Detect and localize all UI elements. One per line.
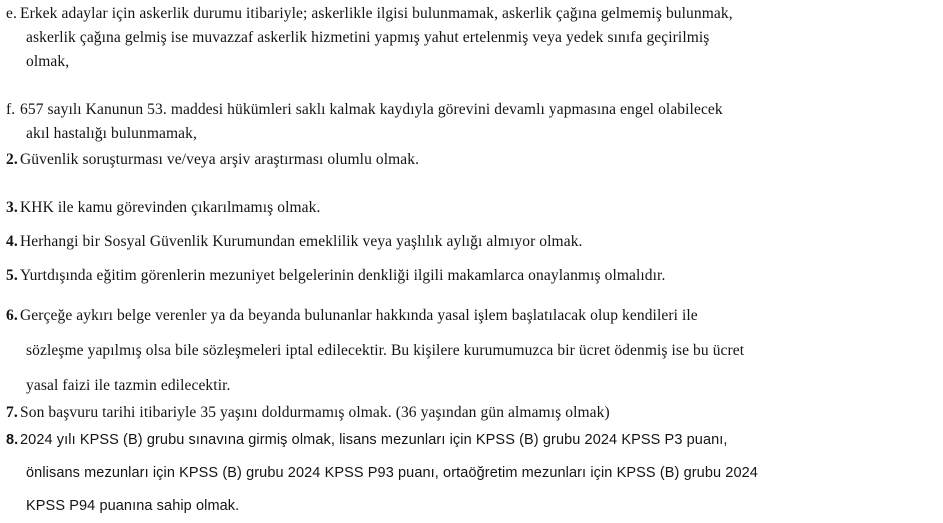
item-marker: 7. — [6, 404, 18, 421]
list-item-2 — [6, 148, 939, 172]
item-line — [6, 2, 939, 26]
item-line: olmak, — [26, 53, 70, 70]
item-line — [6, 424, 939, 457]
item-text: Herhangi bir Sosyal Güvenlik Kurumundan emeklilik veya yaşlılık aylığı almıyor olmak. — [20, 233, 583, 250]
list-item-4 — [6, 230, 939, 254]
item-text: 2024 yılı KPSS (B) grubu sınavına girmiş olmak, lisans mezunları için KPSS (B) grubu 2024 KPSS P3 puanı, — [20, 432, 728, 448]
list-item-6 — [6, 298, 939, 403]
item-marker: 4. — [6, 233, 18, 250]
item-line: önlisans mezunları için KPSS (B) grubu 2024 KPSS P93 puanı, ortaöğretim mezunları için KPSS (B) grubu 2024 — [26, 465, 758, 481]
item-text: Yurtdışında eğitim görenlerin mezuniyet belgelerinin denkliği ilgili makamlarca onaylanmış olmalıdır. — [20, 267, 666, 284]
list-item-5 — [6, 264, 939, 288]
item-line — [6, 98, 939, 122]
item-line — [6, 230, 939, 254]
item-line: akıl hastalığı bulunmamak, — [26, 125, 197, 142]
item-line: yasal faizi ile tazmin edilecektir. — [26, 377, 231, 394]
item-line — [6, 264, 939, 288]
list-item-3 — [6, 196, 939, 220]
item-marker: 3. — [6, 199, 18, 216]
item-line: KPSS P94 puanına sahip olmak. — [26, 498, 240, 514]
item-text: Gerçeğe aykırı belge verenler ya da beyanda bulunanlar hakkında yasal işlem başlatılacak olup kendileri ile — [20, 307, 698, 324]
list-item-7 — [6, 402, 939, 424]
item-marker: f. — [6, 101, 16, 118]
item-marker: 6. — [6, 307, 18, 324]
item-text: Son başvuru tarihi itibariyle 35 yaşını doldurmamış olmak. (36 yaşından gün almamış olmak) — [20, 404, 610, 421]
item-line — [6, 298, 939, 333]
item-line — [6, 148, 939, 172]
item-text: 657 sayılı Kanunun 53. maddesi hükümleri saklı kalmak kaydıyla görevini devamlı yapmasına engel olabilecek — [20, 101, 723, 118]
item-marker: 5. — [6, 267, 18, 284]
item-marker: 2. — [6, 151, 18, 168]
list-item-f — [6, 98, 939, 146]
item-marker: e. — [6, 5, 17, 22]
list-item-8 — [6, 424, 939, 523]
item-marker: 8. — [6, 432, 19, 448]
list-item-e — [6, 2, 939, 74]
item-line — [6, 402, 939, 424]
item-text: KHK ile kamu görevinden çıkarılmamış olmak. — [20, 199, 321, 216]
item-line: askerlik çağına gelmiş ise muvazzaf askerlik hizmetini yapmış yahut ertelenmiş veya yedek sınıfa geçirilmiş — [26, 29, 710, 46]
item-line: sözleşme yapılmış olsa bile sözleşmeleri iptal edilecektir. Bu kişilere kurumumuzca bir ücret ödenmiş ise bu ücret — [26, 342, 745, 359]
item-text: Erkek adaylar için askerlik durumu itibariyle; askerlikle ilgisi bulunmamak, askerlik çağına gelmemiş bulunmak, — [20, 5, 733, 22]
item-text: Güvenlik soruşturması ve/veya arşiv araştırması olumlu olmak. — [20, 151, 420, 168]
item-line — [6, 196, 939, 220]
